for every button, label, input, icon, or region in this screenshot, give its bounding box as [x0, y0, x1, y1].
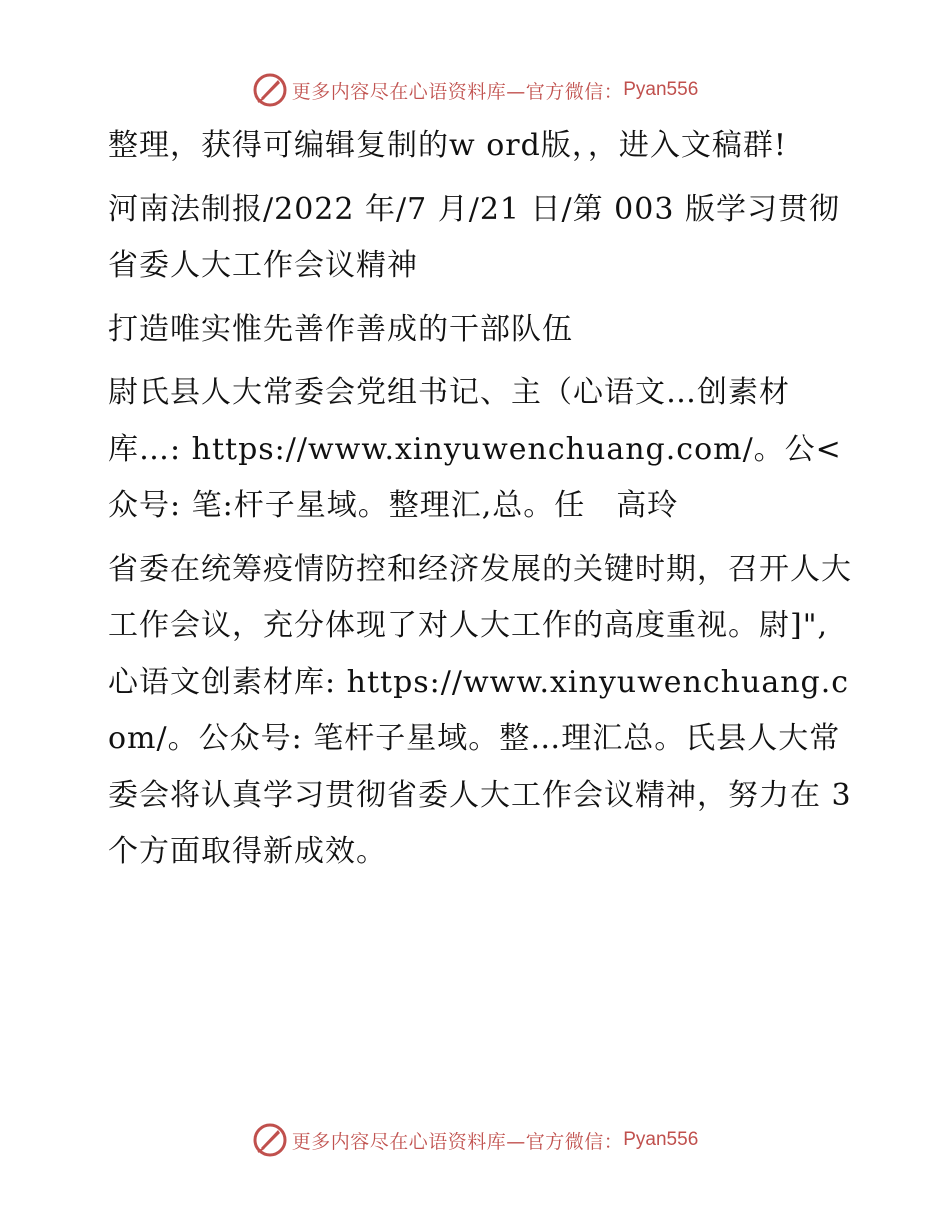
banner-text: 更多内容尽在心语资料库—官方微信：: [291, 80, 624, 103]
banner-text: 更多内容尽在心语资料库—官方微信：: [291, 1130, 624, 1153]
header-banner: [0, 70, 950, 110]
quill-circle-logo-icon: [252, 1122, 288, 1158]
paragraph-1: 整理，获得可编辑复制的w ord版，，进入文稿群!: [108, 128, 787, 163]
wechat-id: Pyan556: [623, 1129, 699, 1150]
quill-circle-logo-icon: [252, 72, 288, 108]
document-body: [98, 118, 858, 888]
paragraph-2: 河南法制报/2022 年/7 月/21 日/第 003 版学习贯彻省委人大工作会议精神: [108, 191, 840, 283]
wechat-id: Pyan556: [623, 79, 699, 100]
footer-banner: [0, 1120, 950, 1160]
paragraph-4: 尉氏县人大常委会党组书记、主（心语文…创素材库…: https://www.xinyuwenchuang.com/。公<众号: 笔:杆子星域。整理汇,总。任 高玲: [108, 375, 842, 523]
paragraph-3: 打造唯实惟先善作善成的干部队伍: [108, 311, 573, 347]
paragraph-5: 省委在统筹疫情防控和经济发展的关键时期，召开人大工作会议，充分体现了对人大工作的高度重视。尉]",心语文创素材库: https://www.xinyuwenchuang.com/。公众号: 笔杆子星域。整…理汇总。氏县人大常委会将认真学习贯彻省委人大工作会议精神，努力在 3 个方面取得新成效。: [108, 551, 852, 869]
